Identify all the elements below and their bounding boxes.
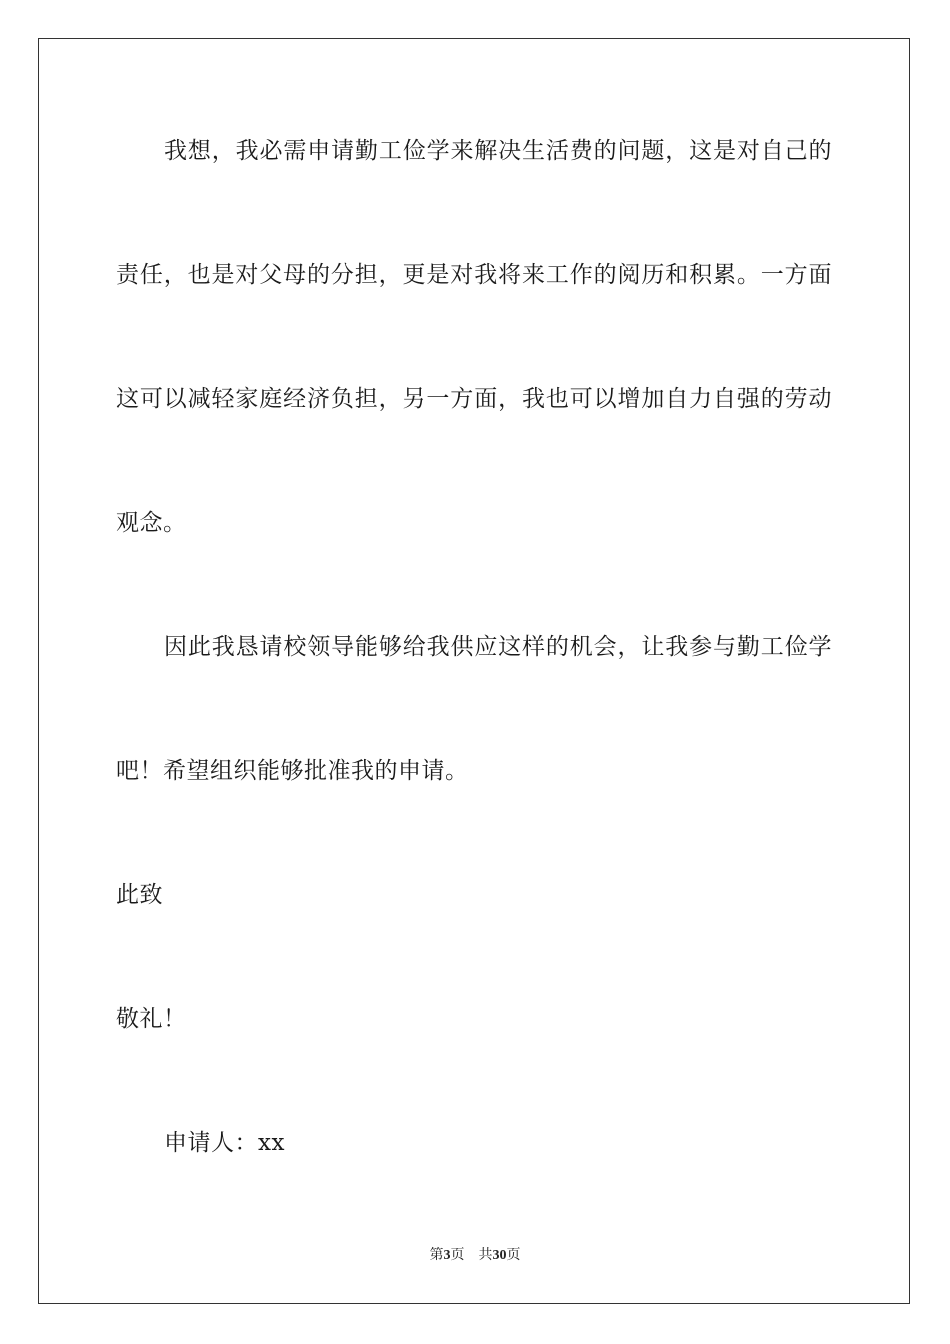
paragraph-2-line-2: 吧！希望组织能够批准我的申请。 [116,758,469,784]
page-number: 3 [443,1248,451,1263]
paragraph-1-line-2: 责任，也是对父母的分担，更是对我将来工作的阅历和积累。一方面 [116,262,832,288]
page-prefix: 第 [429,1248,444,1263]
paragraph-1-line-1: 我想，我必需申请勤工俭学来解决生活费的问题，这是对自己的 [164,138,832,164]
total-prefix: 共 [478,1248,493,1263]
page-footer [0,1246,950,1266]
paragraph-1-line-3: 这可以减轻家庭经济负担，另一方面，我也可以增加自力自强的劳动 [116,386,832,412]
page-border [38,38,910,1304]
closing-regards: 敬礼！ [116,1006,187,1032]
total-suffix: 页 [506,1248,521,1263]
closing-salutation: 此致 [116,882,163,908]
applicant-signature: 申请人：xx [164,1130,285,1156]
total-pages: 30 [492,1248,507,1263]
paragraph-1-line-4: 观念。 [116,510,187,536]
paragraph-2-line-1: 因此我恳请校领导能够给我供应这样的机会，让我参与勤工俭学 [164,634,832,660]
page-suffix: 页 [450,1248,465,1263]
